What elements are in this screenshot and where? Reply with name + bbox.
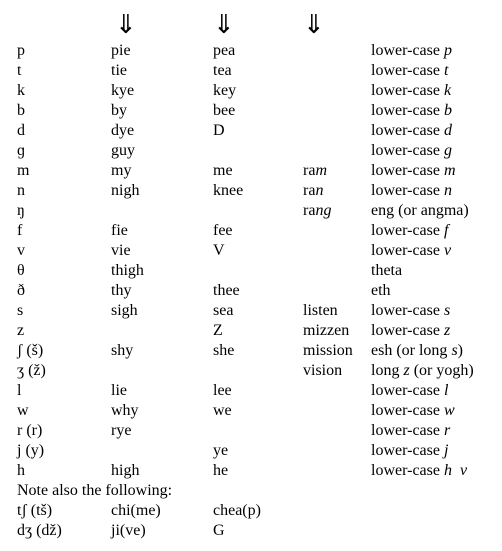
example-word-1: chi(me) (111, 502, 161, 519)
symbol-letter: g (443, 142, 452, 159)
example-word-2: D (213, 122, 225, 139)
ipa-symbol: ɡ (17, 142, 25, 159)
ipa-symbol: n (17, 182, 25, 199)
table-row (17, 81, 502, 101)
example-word-1: pie (111, 42, 131, 59)
ipa-symbol: f (17, 222, 23, 239)
symbol-name (371, 261, 402, 281)
ipa-symbol: ð (17, 282, 25, 299)
symbol-letter: d (443, 122, 452, 139)
table-row (17, 261, 502, 281)
example-word-1: why (111, 402, 139, 419)
example-word-2: lee (213, 382, 232, 399)
table-row (17, 341, 502, 361)
ipa-symbol: r (r) (17, 422, 43, 439)
ipa-symbol: l (17, 382, 22, 399)
example-word-2: thee (213, 282, 240, 299)
ipa-symbol: m (17, 162, 30, 179)
symbol-name (371, 121, 452, 141)
symbol-name (371, 281, 391, 301)
symbol-name-text: lower-case (371, 382, 440, 399)
example-word-1: high (111, 462, 140, 479)
ipa-symbol: s (17, 302, 24, 319)
example-word-3: ram (303, 162, 327, 179)
symbol-letter: t (443, 62, 449, 79)
example-word-1: tie (111, 62, 127, 79)
note-text: Note also the following: (17, 482, 173, 499)
symbol-letter: s (443, 302, 451, 319)
ipa-symbol: tʃ (tš) (17, 502, 53, 519)
symbol-name (371, 461, 467, 481)
symbol-letter: j (443, 442, 449, 459)
ipa-symbol: θ (17, 262, 25, 279)
example-word-1: shy (111, 342, 134, 359)
example-word-3: listen (303, 302, 338, 319)
table-row (17, 381, 502, 401)
example-word-1: vie (111, 242, 131, 259)
table-row (17, 361, 502, 381)
symbol-name (371, 221, 448, 241)
table-row (17, 221, 502, 241)
symbol-letter: s (451, 342, 458, 359)
symbol-name-text: lower-case (371, 302, 440, 319)
example-word-2: key (213, 82, 237, 99)
table-row (17, 461, 502, 481)
example-word-3: mizzen (303, 322, 350, 339)
symbol-name (371, 101, 452, 121)
table-row (17, 201, 502, 221)
symbol-name (371, 381, 448, 401)
symbol-name-extra: ) (457, 342, 463, 359)
table-row (17, 421, 502, 441)
symbol-name (371, 441, 448, 461)
symbol-name-text: long (371, 362, 400, 379)
symbol-name-text: esh (or long (371, 342, 448, 359)
italic-segment: ng (315, 202, 332, 219)
column-arrows (0, 10, 502, 40)
symbol-name-text: lower-case (371, 322, 440, 339)
symbol-letter: z (403, 362, 410, 379)
example-word-2: sea (213, 302, 234, 319)
symbol-name (371, 401, 455, 421)
table-row (17, 121, 502, 141)
example-word-1: guy (111, 142, 135, 159)
symbol-letter: f (443, 222, 449, 239)
example-word-2: G (213, 522, 225, 539)
table-row (17, 101, 502, 121)
symbol-name-text: lower-case (371, 82, 440, 99)
example-word-1: fie (111, 222, 128, 239)
example-word-1: thigh (111, 262, 144, 279)
symbol-name-text: lower-case (371, 122, 440, 139)
ipa-symbol: p (17, 42, 25, 59)
ipa-symbol: ŋ (17, 202, 25, 219)
symbol-name (371, 241, 451, 261)
table-row (17, 501, 502, 521)
symbol-letter: r (443, 422, 451, 439)
table-row (17, 281, 502, 301)
down-arrow-icon: ⇓ (115, 10, 137, 40)
example-word-1: kye (111, 82, 135, 99)
symbol-name (371, 421, 450, 441)
example-word-1: my (111, 162, 132, 179)
symbol-name (371, 81, 451, 101)
example-word-2: V (213, 242, 225, 259)
ipa-symbol: ʃ (š) (17, 342, 44, 359)
symbol-name (371, 161, 456, 181)
symbol-name (371, 361, 474, 381)
italic-segment: m (315, 162, 327, 179)
table-row (17, 141, 502, 161)
ipa-symbol: t (17, 62, 22, 79)
table-row (17, 61, 502, 81)
symbol-name-text: lower-case (371, 222, 440, 239)
example-word-2: she (213, 342, 235, 359)
example-word-1: lie (111, 382, 127, 399)
ipa-symbol: b (17, 102, 25, 119)
symbol-name-text: lower-case (371, 242, 440, 259)
symbol-name-text: lower-case (371, 42, 440, 59)
example-word-2: pea (213, 42, 236, 59)
symbol-name-text: lower-case (371, 162, 440, 179)
example-word-1: thy (111, 282, 132, 299)
symbol-name (371, 181, 452, 201)
down-arrow-icon: ⇓ (213, 10, 235, 40)
example-word-1: nigh (111, 182, 140, 199)
example-word-2: we (213, 402, 232, 419)
ipa-symbol: z (17, 322, 25, 339)
table-row (17, 181, 502, 201)
example-word-2: chea(p) (213, 502, 261, 519)
example-word-1: rye (111, 422, 132, 439)
symbol-name-text: lower-case (371, 182, 440, 199)
symbol-letter: l (443, 382, 449, 399)
example-word-1: dye (111, 122, 135, 139)
symbol-letter: w (443, 402, 455, 419)
symbol-name (371, 301, 450, 321)
table-row (17, 161, 502, 181)
example-word-2: bee (213, 102, 236, 119)
table-row (17, 301, 502, 321)
example-word-3: vision (303, 362, 343, 379)
symbol-name-text: theta (371, 262, 403, 279)
symbol-name-text: lower-case (371, 442, 440, 459)
table-row (17, 241, 502, 261)
example-word-2: knee (213, 182, 244, 199)
table-row (17, 401, 502, 421)
example-word-3: rang (303, 202, 332, 219)
ipa-symbol: dʒ (dž) (17, 522, 62, 539)
example-word-1: ji(ve) (111, 522, 146, 539)
symbol-letter: z (443, 322, 451, 339)
example-word-2: fee (213, 222, 233, 239)
down-arrow-icon: ⇓ (303, 10, 325, 40)
symbol-name-text: eth (371, 282, 391, 299)
ipa-symbol: j (y) (17, 442, 45, 459)
symbol-name-text: lower-case (371, 62, 440, 79)
symbol-name-text: lower-case (371, 462, 440, 479)
symbol-name (371, 201, 469, 221)
symbol-letter: h (443, 462, 452, 479)
symbol-name (371, 341, 463, 361)
symbol-name (371, 141, 452, 161)
ipa-symbol: v (17, 242, 25, 259)
example-word-3: mission (303, 342, 353, 359)
table-row (17, 41, 502, 61)
example-word-1: by (111, 102, 127, 119)
example-word-2: Z (213, 322, 223, 339)
example-word-2: tea (213, 62, 232, 79)
table-row (17, 441, 502, 461)
symbol-letter: p (443, 42, 452, 59)
example-word-1: sigh (111, 302, 138, 319)
symbol-letter: k (443, 82, 452, 99)
symbol-name (371, 61, 448, 81)
table-row (17, 521, 502, 541)
symbol-name-text: lower-case (371, 142, 440, 159)
ipa-symbol: w (17, 402, 29, 419)
symbol-name-text: lower-case (371, 102, 440, 119)
example-word-2: he (213, 462, 229, 479)
symbol-name-text: eng (or angma) (371, 202, 469, 219)
symbol-letter: n (443, 182, 452, 199)
ipa-symbol: k (17, 82, 25, 99)
phonetic-table (17, 41, 502, 541)
symbol-name (371, 41, 452, 61)
symbol-name-text: lower-case (371, 402, 440, 419)
symbol-name-text: lower-case (371, 422, 440, 439)
italic-segment: n (315, 182, 324, 199)
example-word-2: me (213, 162, 233, 179)
symbol-name (371, 321, 450, 341)
ipa-symbol: h (17, 462, 25, 479)
ipa-symbol: d (17, 122, 25, 139)
symbol-letter: v (443, 242, 452, 259)
symbol-name-extra: v (451, 462, 468, 479)
ipa-symbol: ʒ (ž) (17, 362, 46, 379)
example-word-2: ye (213, 442, 229, 459)
example-word-3: ran (303, 182, 324, 199)
symbol-letter: m (443, 162, 456, 179)
symbol-letter: b (443, 102, 452, 119)
table-row (17, 321, 502, 341)
symbol-name-extra: (or yogh) (409, 362, 474, 379)
